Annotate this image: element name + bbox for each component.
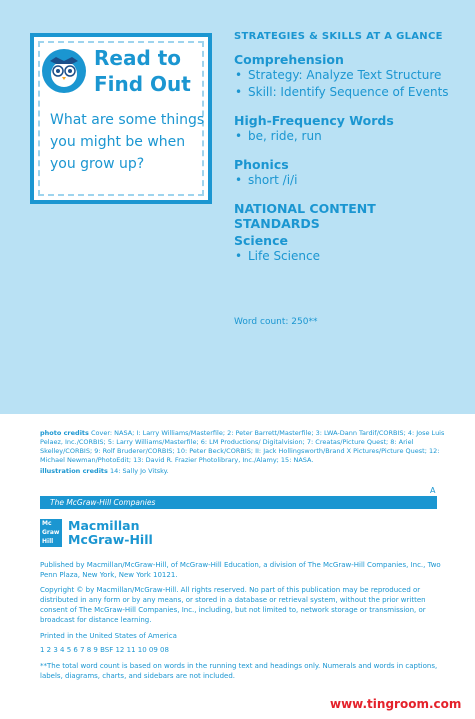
logo-text: [68, 519, 153, 547]
logo-line-2: McGraw-Hill: [68, 532, 153, 547]
companies-bar: The McGraw-Hill Companies: [40, 496, 437, 509]
phonics-title: Phonics: [234, 157, 289, 172]
comprehension-strategy: • Strategy: Analyze Text Structure: [234, 67, 464, 84]
credits: [40, 429, 445, 476]
hfw-items: • be, ride, run: [234, 128, 464, 145]
card-title: [94, 45, 191, 97]
illustration-credits-text: 14: Sally Jo Vitsky.: [107, 467, 169, 475]
illustration-credits: [40, 467, 445, 476]
copyright: Copyright © by Macmillan/McGraw-Hill. All rights reserved. No part of this publication may be reproduced or distributed in any form or by any means, or stored in a database or retrieval system, without the prior written consent of The McGraw-Hill Companies, Inc., including, but not limited to, network storage or transmission, or broadcast for distance learning.: [40, 586, 426, 624]
printed-in: Printed in the United States of America: [40, 632, 177, 640]
read-to-find-out-card: [30, 33, 212, 204]
card-question: What are some things you might be when you grow up?: [50, 112, 205, 172]
comprehension-skill: • Skill: Identify Sequence of Events: [234, 84, 464, 101]
hfw-title: High-Frequency Words: [234, 113, 394, 128]
logo-line-1: Macmillan: [68, 518, 140, 533]
card-title-line-2: Find Out: [94, 72, 191, 96]
phonics-item: • short /i/i: [234, 172, 464, 189]
photo-credits-text: Cover: NASA; I: Larry Williams/Masterfile; 2: Peter Barrett/Masterfile; 3: LWA-Dann Tardif/CORBIS; 4: Jose Luis Pelaez, Inc./CORBIS; 5: Larry Williams/Masterfile; 6: LM Productions/ Digitalvision; 7: Creatas/Picture Quest; 8: Ariel Skelley/CORBIS; 9: Rolf Bruderer/CORBIS; 10: Peter Beck/CORBIS; II: Jack Hollingsworth/Brand X Pictures/Picture Quest; 12: Michael Newman/PhotoEdit; 13: David R. Frazier Photolibrary, Inc./Alamy; 15: NASA.: [40, 429, 445, 464]
card-title-line-1: Read to: [94, 46, 182, 70]
word-count: Word count: 250**: [234, 317, 318, 327]
page-letter: A: [430, 486, 436, 495]
standards-title: NATIONAL CONTENT STANDARDS: [234, 201, 376, 231]
standards-item: • Life Science: [234, 248, 464, 265]
photo-credits: [40, 429, 445, 465]
photo-credits-label: photo credits: [40, 429, 89, 437]
word-count-footnote: **The total word count is based on words in the running text and headings only. Numerals and words in captions, labels, diagrams, charts, and sidebars are not included.: [40, 662, 438, 680]
glance-header: STRATEGIES & SKILLS AT A GLANCE: [234, 31, 443, 42]
watermark-url: www.tingroom.com: [330, 697, 462, 711]
mcgraw-hill-logo-box: Mc Graw Hill: [40, 519, 62, 547]
illustration-credits-label: illustration credits: [40, 467, 108, 475]
skills-at-a-glance: [234, 31, 464, 265]
standards-subject: Science: [234, 233, 288, 248]
published-by: Published by Macmillan/McGraw-Hill, of McGraw-Hill Education, a division of The McGraw-Hill Companies, Inc., Two Penn Plaza, New York, New York 10121.: [40, 561, 441, 579]
owl-icon: [42, 49, 86, 93]
print-numbers: 1 2 3 4 5 6 7 8 9 BSF 12 11 10 09 08: [40, 646, 169, 654]
comprehension-title: Comprehension: [234, 52, 344, 67]
